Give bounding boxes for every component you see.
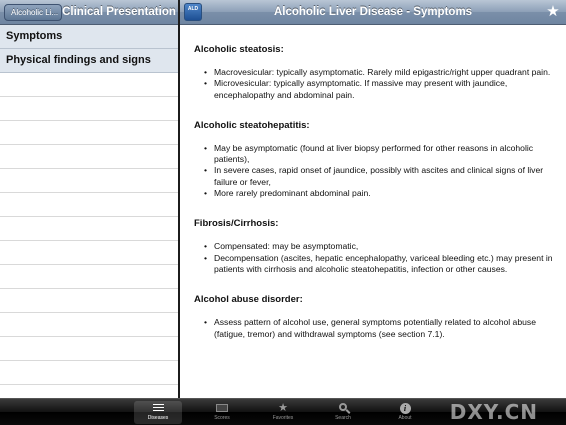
right-navigation-bar [180,0,566,25]
tab-label: Diseases [147,415,169,421]
watermark: DXY.CN [449,400,538,424]
section-title: Fibrosis/Cirrhosis: [194,218,279,230]
bullet-list [194,143,554,199]
favorite-star-icon[interactable]: ★ [546,3,560,20]
bullet-item: • In severe cases, rapid onset of jaundice, possibly with ascites and clinical signs of liver failure or fever, [204,165,554,188]
left-nav-title: Clinical Presentation [62,6,176,18]
tab-label: About [398,415,412,421]
section-title: Alcoholic steatosis: [194,44,284,55]
section-alcohol-abuse-disorder [194,294,554,340]
star-icon: ★ [278,402,288,414]
tab-label: Search [335,415,351,421]
tab-label: Scores [214,415,230,421]
section-title: Alcoholic steatohepatitis: [194,119,310,131]
back-button[interactable]: Alcoholic Li... [4,4,62,21]
bullet-item: • Macrovesicular: typically asymptomatic. Rarely mild epigastric/right upper quadrant pain. [204,67,554,78]
tab-diseases[interactable] [134,401,182,424]
section-title: Alcohol abuse disorder: [194,294,303,306]
tab-favorites[interactable] [259,401,307,424]
bullet-item: • More rarely predominant abdominal pain. [204,188,554,199]
tab-bar [0,398,566,425]
bullet-list [194,241,554,275]
list-icon [134,401,182,415]
scores-icon [198,401,246,415]
tab-search[interactable] [319,401,367,424]
search-icon [319,401,367,415]
list-item-physical-findings[interactable]: Physical findings and signs [0,49,178,73]
bullet-list [194,67,554,101]
tab-about[interactable] [381,401,429,424]
tab-scores[interactable] [198,401,246,424]
bullet-item: • Microvesicular: typically asymptomatic. If massive may present with jaundice, encephalopathy and abdominal pain. [204,78,554,101]
bullet-item: • Decompensation (ascites, hepatic encephalopathy, variceal bleeding etc.) may present in patients with cirrhosis and alcoholic steatohepatitis, infection or other causes. [204,253,554,276]
tab-label: Favorites [272,415,294,421]
bullet-item: • Assess pattern of alcohol use, general symptoms potentially related to alcohol abuse (fatigue, tremor) and withdrawal symptoms (see section 7.1). [204,317,554,340]
app-icon-label: ALD [187,6,199,12]
bullet-item: • Compensated: may be asymptomatic, [204,241,554,252]
app-logo-icon[interactable] [184,3,202,21]
bullet-list [194,317,554,340]
detail-title: Alcoholic Liver Disease - Symptoms [273,6,473,18]
bullet-item: • May be asymptomatic (found at liver biopsy performed for other reasons in alcoholic patients), [204,143,554,166]
list-item-symptoms[interactable]: Symptoms [0,25,178,49]
detail-content [180,25,566,398]
section-alcoholic-steatohepatitis [194,120,554,199]
section-alcoholic-steatosis [194,44,554,101]
left-navigation-bar [0,0,178,25]
info-icon: i [381,401,429,415]
topic-list [0,25,178,398]
section-fibrosis-cirrhosis [194,218,554,275]
